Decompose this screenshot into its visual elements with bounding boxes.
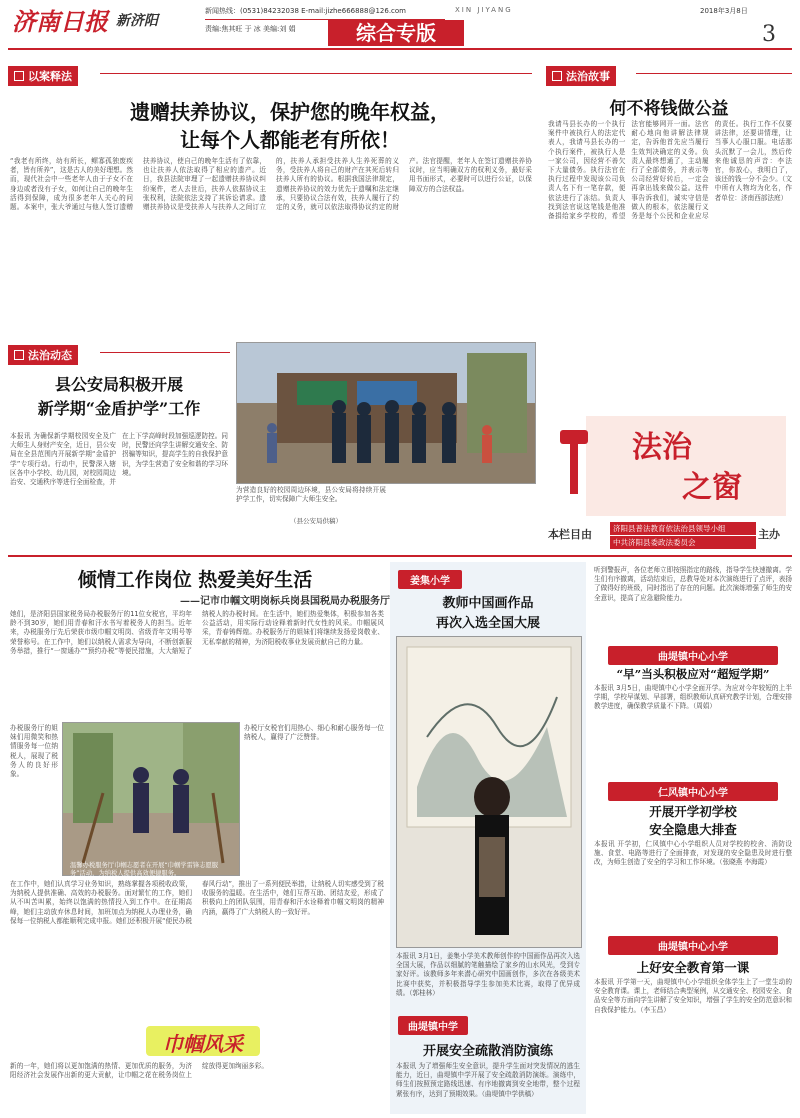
qudi-primary-1-body: 本报讯 3月5日，曲堤镇中心小学全面开学。为应对今年较短的上半学期，学校早谋划、早部署，组织教师认真研究教学计划，合理安排教学进度，确保教学质量不下降。（周娟） xyxy=(594,684,792,711)
tax-photo xyxy=(62,722,240,876)
pinyin-label: XIN JIYANG xyxy=(455,6,513,14)
tax-body-bottom: 在工作中，她们认真学习业务知识，熟练掌握各项税收政策，为纳税人提供准确、高效的办税服务。面对繁忙的工作，她们从不叫苦叫累，始终以饱满的热情投入到工作中。在征期高峰，她们主动放弃休息时间，加班加点为纳税人办理业务，确保每一位纳税人都能顺利完成申报。她们还积极开展“便民办税春风行动”，推出了一系列便民举措，让纳税人切实感受到了税收服务的温暖。在生活中，她们互帮互助、团结友爱，形成了积极向上的团队氛围，用青春和汗水诠释着巾帼文明岗的精神内涵，赢得了广大纳税人的一致好评。 xyxy=(10,880,384,925)
editors: 责编:焦其旺 于 冰 美编:刘 娟 xyxy=(205,25,296,33)
section-tag-law-action xyxy=(8,345,78,365)
qudi-primary-2-title: 上好安全教育第一课 xyxy=(636,960,750,975)
newspaper-logo: 济南日报 xyxy=(12,7,108,36)
jiangji-title-2: 再次入选全国大展 xyxy=(435,616,540,631)
teacher-photo xyxy=(396,636,582,948)
tax-subtitle: ——记市巾帼文明岗标兵岗县国税局办税服务厅 xyxy=(180,596,390,607)
tag-label: 法治动态 xyxy=(28,349,72,362)
law-action-body: 本报讯 为确保新学期校园安全及广大师生人身财产安全，近日，县公安局在全县范围内开展新学期“金盾护学”专项行动。行动中，民警深入辖区各中小学校、幼儿园，对校园周边治安、交通秩序等进行全面检查，并在上下学高峰时段加强巡逻防控。同时，民警还向学生讲解交通安全、防拐骗等知识，提高学生的自我保护意识，为学生营造了安全和谐的学习环境。 xyxy=(10,432,228,487)
renfeng-title-1: 开展开学初学校 xyxy=(649,804,737,819)
square-icon xyxy=(14,350,24,360)
masthead xyxy=(0,0,800,52)
section-tag-law-story xyxy=(546,66,616,86)
renfeng-title-2: 安全隐患大排查 xyxy=(649,822,737,837)
tag-jiangji: 姜集小学 xyxy=(398,570,462,589)
law-story-body: 我请马县长办的一个执行案件中被执行人的法定代表人，我请马县长办的一个执行案件，被执行人是一家公司，因经营不善欠下大量债务。执行法官在执行过程中发现该公司负责人名下有一笔存款，便依法进行了冻结。负责人找到法官说这笔钱是他准备捐给家乡学校的，希望法官能够网开一面。法官耐心地向他讲解法律规定，告诉他首先应当履行生效判决确定的义务。负责人最终想通了，主动履行了全部债务，并表示等公司经营好转后，一定会再拿出钱来做公益。这件事告诉我们，诚实守信是做人的根本，依法履行义务是每个公民和企业应尽的责任。执行工作不仅要讲法律，还要讲情理，让当事人心服口服。电话那头沉默了一会儿，然后传来他诚恳的声音：李法官，你放心，我明白了，该还的钱一分不会少。（文中所有人物均为化名，作者单位：济南西部法庭） xyxy=(548,120,792,221)
law-action-title-2: 新学期“金盾护学”工作 xyxy=(37,399,201,418)
qudi-primary-1-title: “早”当头积极应对“超短学期” xyxy=(616,667,770,681)
tax-photo-caption: 温馨办税服务厅巾帼志愿者在开展“巾帼学雷锋志愿服务”活动，为纳税人提供高效便捷服务。 xyxy=(70,862,219,877)
qudi-primary-2-body: 本报讯 开学第一天，曲堤镇中心小学组织全体学生上了一堂生动的安全教育课。课上，老师结合典型案例，从交通安全、校园安全、食品安全等方面向学生讲解了安全知识，增强了学生的安全防范意识和自我保护能力。（李玉昌） xyxy=(594,978,792,1014)
law-action-title-1: 县公安局积极开展 xyxy=(54,375,183,394)
drill-text: 听到警报声，各位老师立即按照指定的路线，指导学生快速撤离。学生们有序撤离，活动结束后，总教导处对本次演练进行了点评，表扬了做得好的班级，同时指出了存在的问题。此次演练增强了师生的安全意识，提高了应急避险能力。 xyxy=(594,566,792,602)
law-window-title-1: 法治 xyxy=(632,430,692,465)
square-icon xyxy=(14,71,24,81)
qudi-middle-title: 开展安全疏散消防演练 xyxy=(422,1044,553,1059)
tax-body: 她们，是济阳县国家税务局办税服务厅的11位女税官，平均年龄不到30岁，她们用青春和汗水书写着税务人的担当。近年来，办税服务厅先后荣获市级巾帼文明岗、省级青年文明号等荣誉称号。在工作中，她们以纳税人需求为导向，不断创新服务举措，推行“一窗通办”“预约办税”等便民措施，大大缩短了纳税人的办税时间。在生活中，她们热爱集体，积极参加各类公益活动，用实际行动诠释着新时代女性的风采。巾帼展风采，青春铸辉煌。办税服务厅的姐妹们将继续发扬爱岗敬业、无私奉献的精神，为济阳税收事业发展贡献自己的力量。 xyxy=(10,610,384,655)
square-icon xyxy=(552,71,562,81)
tax-side-text: 办税厅女税官们用热心、细心和耐心服务每一位纳税人，赢得了广泛赞誉。 xyxy=(244,724,384,742)
jiangji-title-1: 教师中国画作品 xyxy=(442,596,534,611)
tag-label: 以案释法 xyxy=(28,70,72,83)
tax-body-end: 新的一年，她们将以更加饱满的热情、更加优质的服务，为济阳经济社会发展作出新的更大贡献，让巾帼之花在税务岗位上绽放得更加绚丽多彩。 xyxy=(10,1062,268,1080)
tax-title: 倾情工作岗位 热爱美好生活 xyxy=(77,569,313,591)
law-window-title-2: 之窗 xyxy=(682,470,742,505)
tag-qudi-middle: 曲堤镇中学 xyxy=(398,1016,468,1035)
tag-renfeng: 仁风镇中心小学 xyxy=(608,782,778,801)
sponsor-org-1: 济阳县普法教育依法治县领导小组 xyxy=(610,522,756,535)
sponsor-label: 本栏目由 xyxy=(548,528,592,541)
qudi-middle-body: 本报讯 为了增强师生安全意识，提升学生面对突发情况的逃生能力，近日，曲堤镇中学开展了安全疏散消防演练。演练中，师生们按照预定路线迅速、有序地撤离到安全地带，整个过程紧张有序，达到了预期效果。（曲堤镇中学供稿） xyxy=(396,1062,580,1098)
newspaper-logo-sub: 新济阳 xyxy=(116,13,158,29)
banner-jinguo-text: 巾帼风采 xyxy=(163,1032,243,1056)
law-story-title: 何不将钱做公益 xyxy=(609,99,729,119)
section-title: 综合专版 xyxy=(328,20,464,46)
sponsor-org-2: 中共济阳县委政法委员会 xyxy=(610,536,756,549)
tag-label: 法治故事 xyxy=(566,70,610,83)
police-photo xyxy=(236,342,536,484)
page-number: 3 xyxy=(762,22,776,47)
law-action-body-cont: 为营造良好的校园周边环境，县公安局将持续开展护学工作，切实保障广大师生安全。 xyxy=(236,486,386,504)
tag-qudi-primary-2: 曲堤镇中心小学 xyxy=(608,936,778,955)
hotline: 新闻热线：(0531)84232038 E-mail:jizhe666888@126.com xyxy=(205,7,407,15)
tag-qudi-primary-1: 曲堤镇中心小学 xyxy=(608,646,778,665)
law-explain-title-2: 让每个人都能老有所依！ xyxy=(180,128,400,152)
host-label: 主办 xyxy=(758,528,780,541)
gavel-icon xyxy=(554,426,594,510)
law-window-box xyxy=(546,408,792,556)
issue-date: 2018年3月8日 xyxy=(700,7,748,15)
renfeng-body: 本报讯 开学初，仁风镇中心小学组织人员对学校的校舍、消防设施、食堂、电路等进行了全面排查，对发现的安全隐患及时进行整改，为师生创造了安全的学习和工作环境。（张晓燕 李海霞） xyxy=(594,840,792,867)
jiangji-body: 本报讯 3月1日，姜集小学美术教师创作的中国画作品再次入选全国大展，作品以细腻的笔触描绘了家乡的山水风光，受到专家好评。该教师多年来潜心研究中国画创作，多次在各级美术比赛中获奖，并积极指导学生参加美术比赛，取得了优异成绩。（郭桂林） xyxy=(396,952,580,997)
tax-body-left: 办税服务厅的姐妹们用微笑和热情服务每一位纳税人，展现了税务人的良好形象。 xyxy=(10,724,58,779)
law-action-caption: （县公安局供稿） xyxy=(290,517,342,525)
section-tag-law-explain xyxy=(8,66,78,86)
law-explain-title-1: 遗赠扶养协议，保护您的晚年权益， xyxy=(130,100,450,124)
law-explain-body: “我老有所终，幼有所长，鳏寡孤独废疾者，皆有所养”，这是古人的美好理想。然而，现代社会中一些老年人由于子女不在身边或者没有子女，如何让自己的晚年生活得到保障，成为很多老年人关心的问题。本案中，张大爷通过与他人签订遗赠扶养协议，使自己的晚年生活有了依靠，也让扶养人依法取得了相应的遗产。近日，我县法院审理了一起遗赠扶养协议纠纷案件，老人去世后，扶养人依据协议主张权利，法院依法支持了其诉讼请求。遗赠扶养协议是受扶养人与扶养人之间订立的，扶养人承担受扶养人生养死葬的义务，受扶养人将自己的财产在其死后转归扶养人所有的协议。根据我国法律规定，遗赠扶养协议的效力优先于遗嘱和法定继承，只要协议合法有效，扶养人履行了约定的义务，就可以依法取得协议约定的财产。法官提醒，老年人在签订遗赠扶养协议时，应当明确双方的权利义务，最好采用书面形式，必要时可以进行公证，以保障双方的合法权益。 xyxy=(10,157,532,212)
